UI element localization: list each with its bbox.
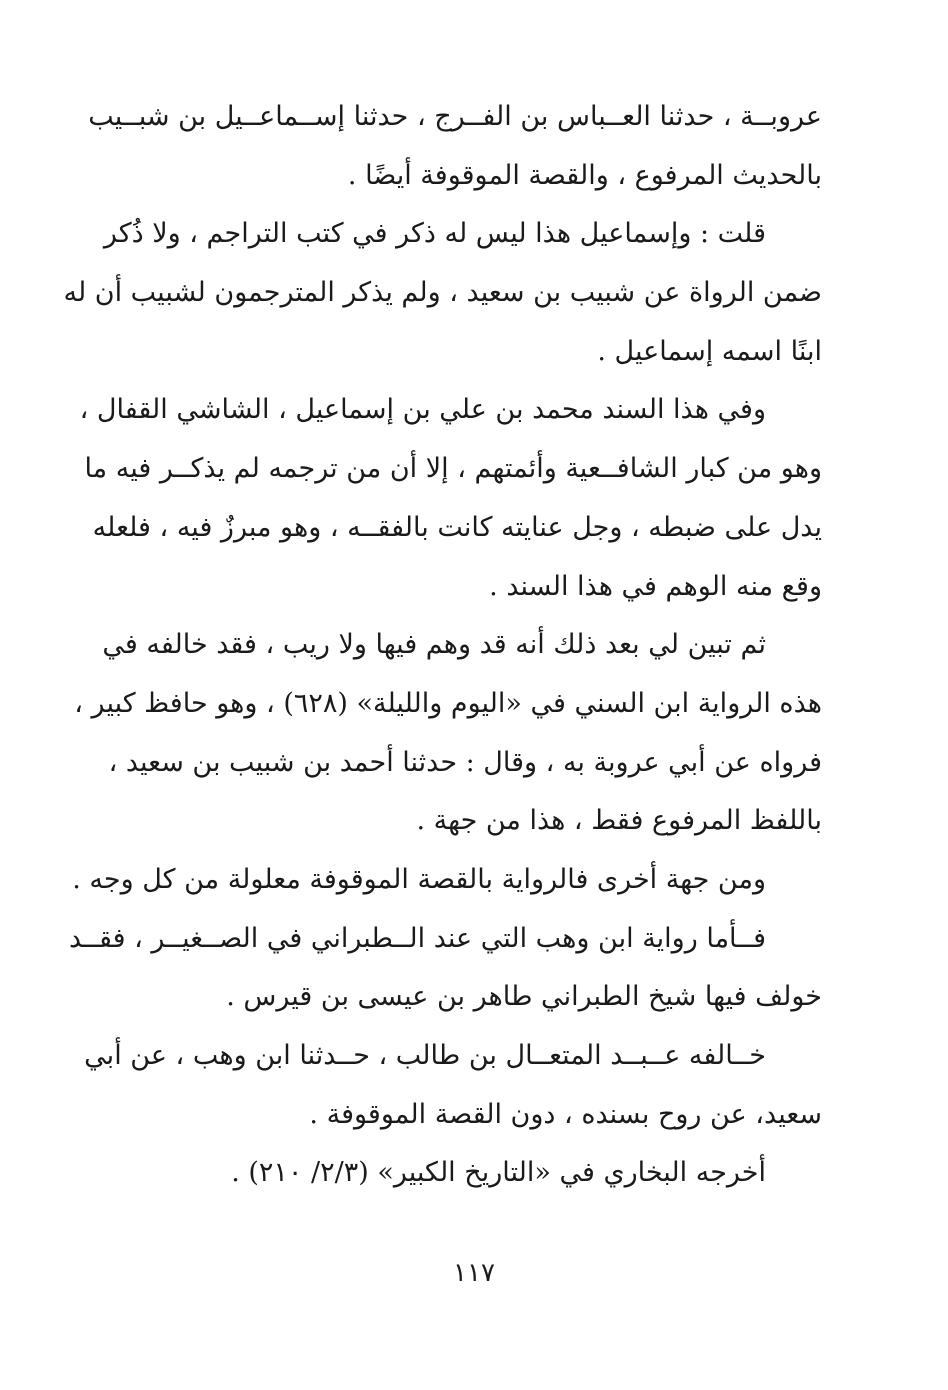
text-line: فرواه عن أبي عروبة به ، وقال : حدثنا أحمد بن شبيب بن سعيد ، (108, 746, 822, 778)
text-line: بالحديث المرفوع ، والقصة الموقوفة أيضًا . (347, 159, 822, 191)
text-line: يدل على ضبطه ، وجل عنايته كانت بالفقــه ، وهو مبرزٌ فيه ، فلعله (92, 511, 822, 543)
page-number: ١١٧ (453, 1258, 495, 1288)
text-line: ضمن الرواة عن شبيب بن سعيد ، ولم يذكر المترجمون لشبيب أن له (63, 277, 822, 309)
text-line: أخرجه البخاري في «التاريخ الكبير» (٢/٣/ ٢١٠) . (231, 1157, 766, 1189)
text-line: وهو من كبار الشافــعية وأئمتهم ، إلا أن من ترجمه لم يذكــر فيه ما (84, 453, 822, 485)
text-line: هذه الرواية ابن السني في «اليوم والليلة» (٦٢٨) ، وهو حافظ كبير ، (74, 687, 822, 719)
text-line: ابنًا اسمه إسماعيل . (597, 335, 822, 367)
text-line: وقع منه الوهم في هذا السند . (489, 570, 822, 602)
text-line: قلت : وإسماعيل هذا ليس له ذكر في كتب التراجم ، ولا ذُكر (103, 218, 766, 250)
text-line: وفي هذا السند محمد بن علي بن إسماعيل ، الشاشي القفال ، (79, 394, 766, 426)
text-line: سعيد، عن روح بسنده ، دون القصة الموقوفة . (309, 1098, 822, 1130)
text-line: عروبــة ، حدثنا العــباس بن الفــرج ، حدثنا إســماعــيل بن شبــيب (88, 101, 822, 132)
text-line: باللفظ المرفوع فقط ، هذا من جهة . (416, 805, 822, 837)
text-line: خولف فيها شيخ الطبراني طاهر بن عيسى بن قيرس . (226, 981, 822, 1013)
text-line: فــأما رواية ابن وهب التي عند الــطبراني في الصــغيــر ، فقــد (68, 922, 766, 954)
text-line: خــالفه عــبــد المتعــال بن طالب ، حــدثنا ابن وهب ، عن أبي (84, 1040, 766, 1071)
text-line: ومن جهة أخرى فالرواية بالقصة الموقوفة معلولة من كل وجه . (72, 863, 766, 895)
body-text (63, 88, 822, 1203)
text-line: ثم تبين لي بعد ذلك أنه قد وهم فيها ولا ريب ، فقد خالفه في (102, 629, 766, 661)
